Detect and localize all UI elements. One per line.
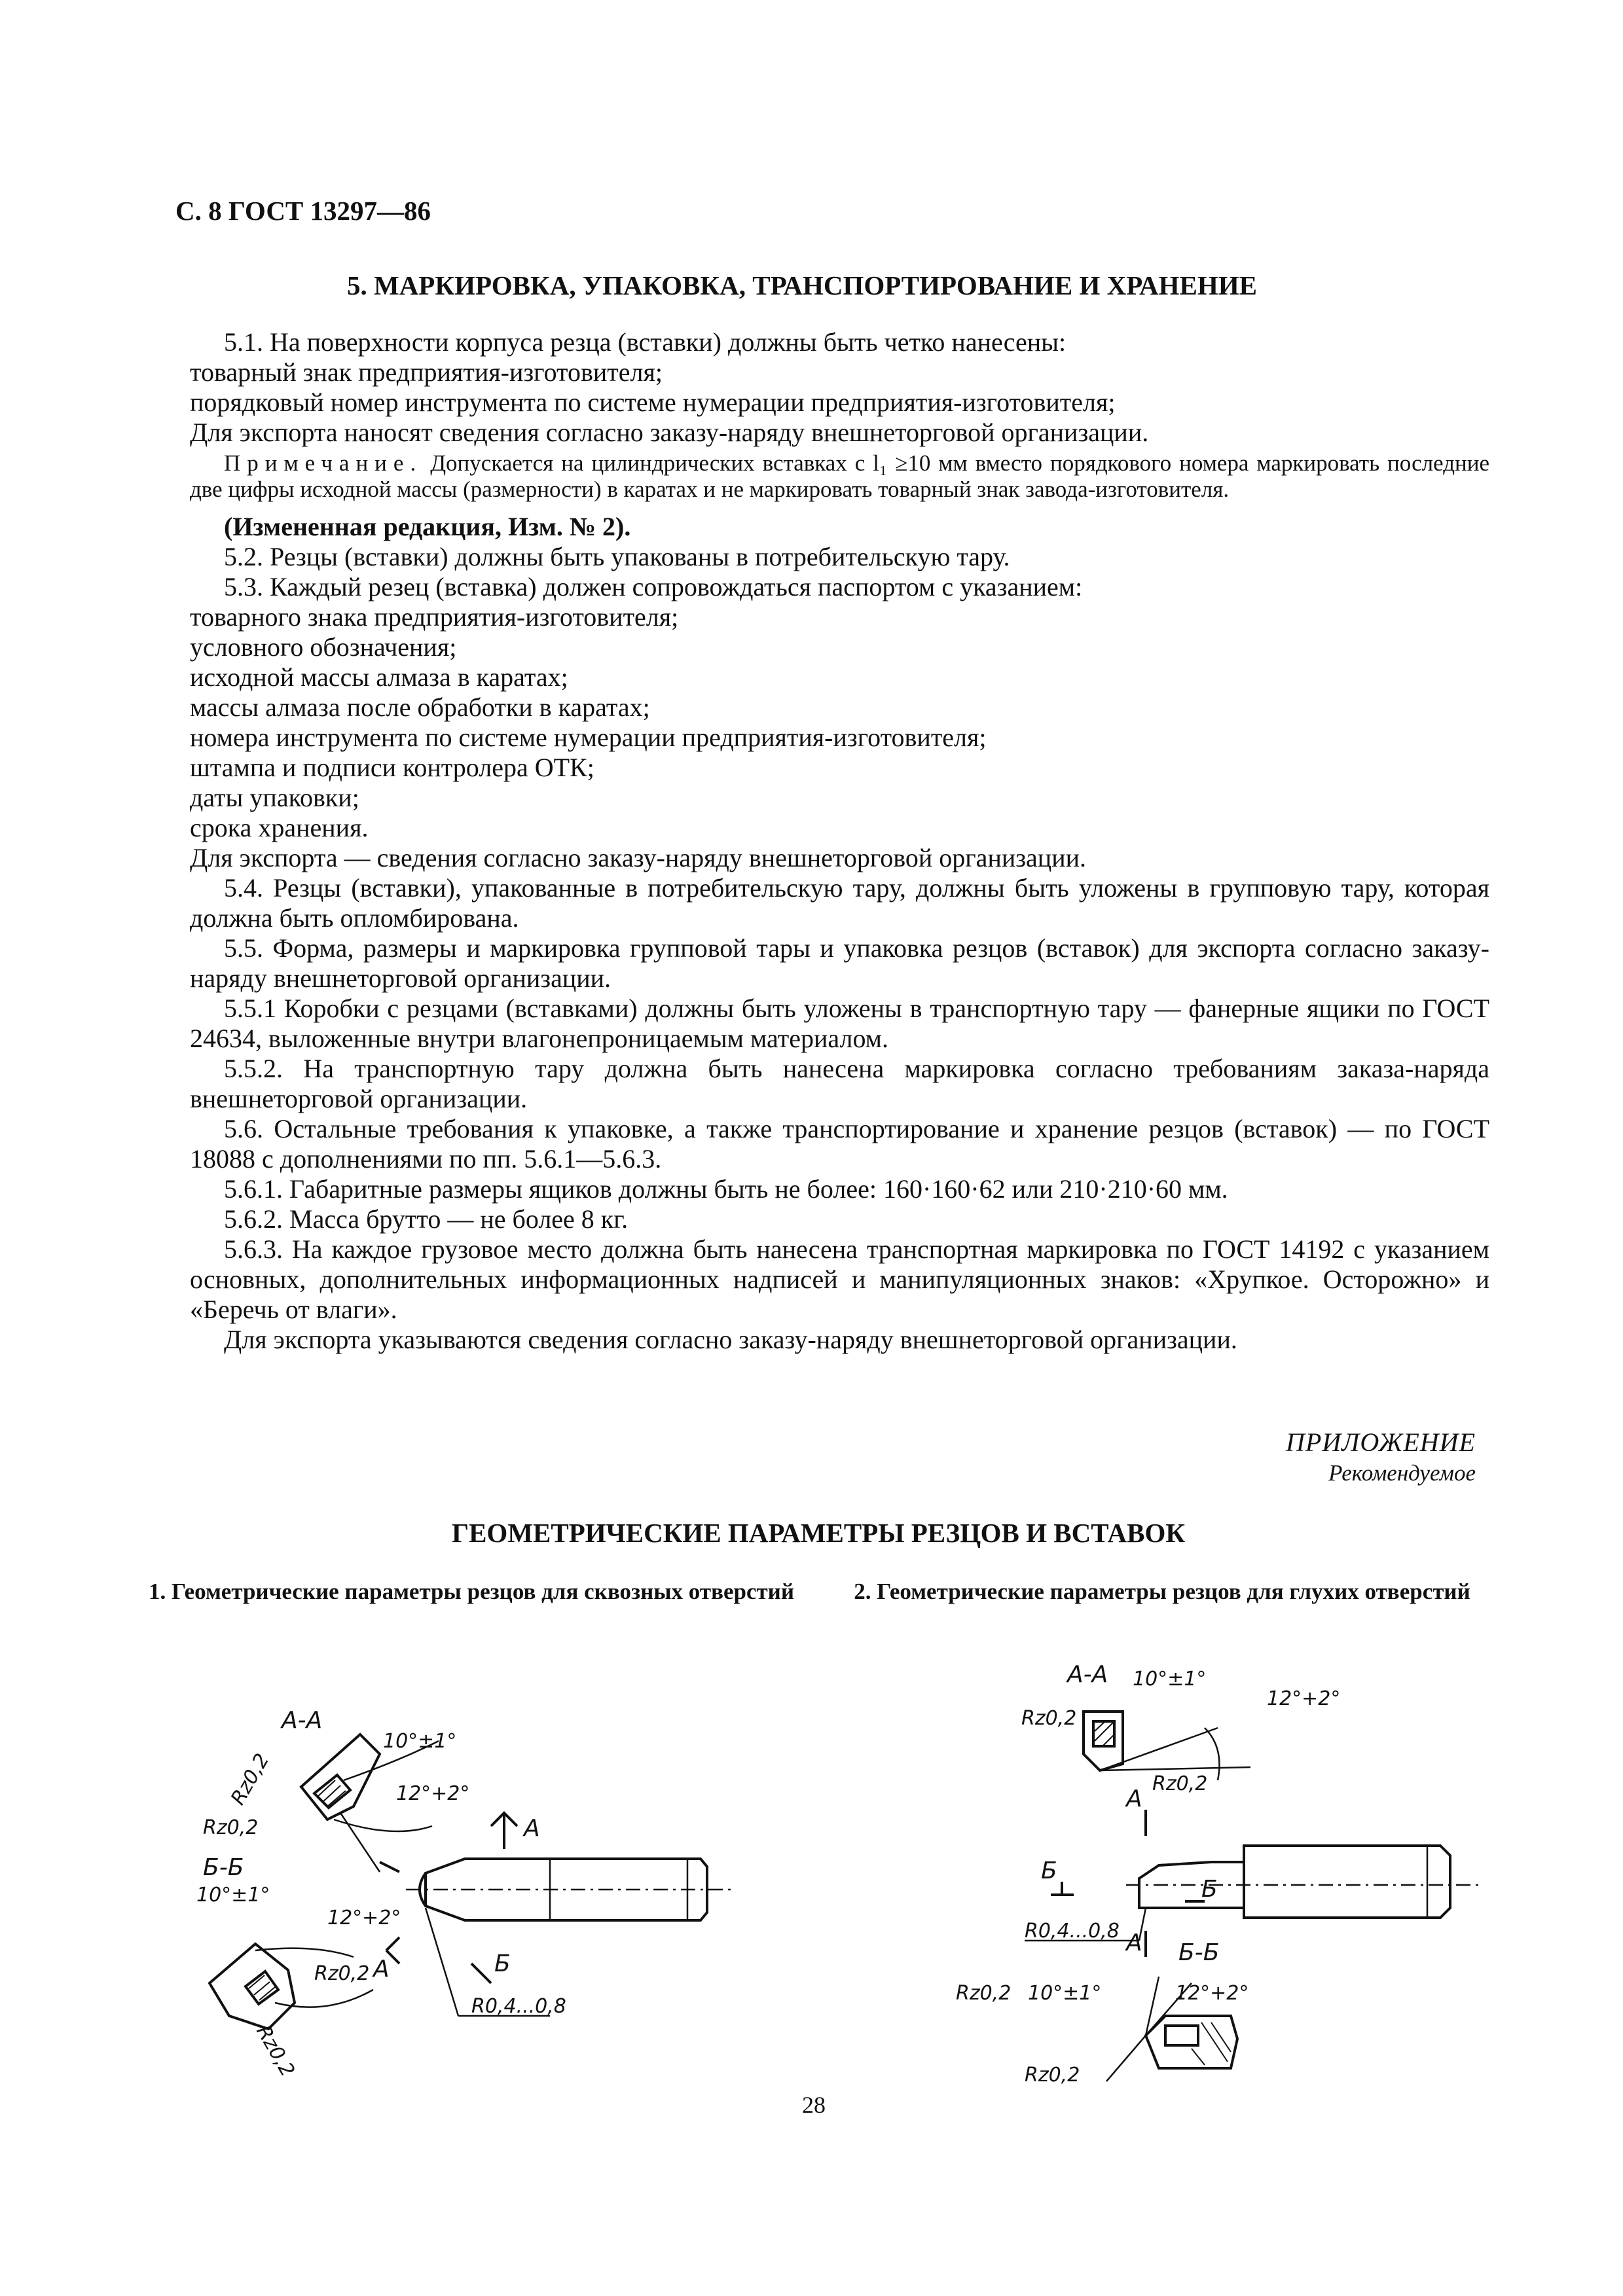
figure-1-drawing [183, 1662, 812, 2081]
label-mark-b: Б [494, 1950, 511, 1977]
label-angle-10: 10°±1° [1133, 1668, 1207, 1691]
label-angle-12b: 12°+2° [1175, 1982, 1249, 2005]
paragraph-export: Для экспорта указываются сведения согласно заказу-наряду внешнеторговой организации. [224, 1325, 1237, 1354]
list-item: штампа и подписи контролера ОТК; [190, 753, 594, 782]
label-rz-2: Rz0,2 [203, 1816, 259, 1839]
paragraph-5-5-2: 5.5.2. На транспортную тару должна быть нанесена маркировка согласно требованиям заказа-наряда внешнеторговой организации. [190, 1054, 1489, 1113]
list-item: Для экспорта — сведения согласно заказу-наряду внешнеторговой организации. [190, 843, 1087, 872]
paragraph-5-2: 5.2. Резцы (вставки) должны быть упакованы в потребительскую тару. [224, 542, 1010, 571]
revision-note: (Измененная редакция, Изм. № 2). [224, 512, 631, 541]
figure-1-caption: 1. Геометрические параметры резцов для сквозных отверстий [148, 1579, 794, 1604]
body-text [190, 327, 1489, 1355]
label-section-aa: А-А [282, 1707, 323, 1734]
label-rz-4: Rz0,2 [1025, 2064, 1080, 2087]
page-header: С. 8 ГОСТ 13297—86 [175, 196, 431, 226]
label-rz-2: Rz0,2 [1152, 1772, 1208, 1795]
label-rz-1: Rz0,2 [1021, 1707, 1077, 1730]
list-item: порядковый номер инструмента по системе нумерации предприятия-изготовителя; [190, 387, 1116, 417]
appendix-heading [1286, 1427, 1476, 1486]
note-text: Допускается на цилиндрических вставках с l₁ ≥10 мм вместо порядкового номера маркировать последние две цифры исходной массы (размерности) в каратах и не маркировать товарный знак завода-изготовителя. [190, 450, 1489, 502]
list-item: срока хранения. [190, 813, 369, 842]
section-title: 5. МАРКИРОВКА, УПАКОВКА, ТРАНСПОРТИРОВАНИЕ И ХРАНЕНИЕ [347, 270, 1258, 300]
label-mark-b2: Б [1201, 1876, 1218, 1903]
label-section-bb: Б-Б [1178, 1939, 1220, 1966]
note-label: Примечание. [224, 450, 423, 476]
label-rz-3: Rz0,2 [956, 1982, 1012, 2005]
label-rz-4: Rz0,2 [251, 2021, 299, 2081]
label-mark-a2: А [373, 1956, 390, 1982]
page-number: 28 [802, 2092, 826, 2118]
label-angle-10b: 10°±1° [196, 1884, 270, 1907]
paragraph-5-3: 5.3. Каждый резец (вставка) должен сопровождаться паспортом с указанием: [224, 572, 1083, 601]
list-item: товарного знака предприятия-изготовителя; [190, 602, 679, 632]
figure-2-drawing [943, 1649, 1532, 2094]
label-mark-a: А [524, 1815, 540, 1842]
label-radius: R0,4...0,8 [1025, 1920, 1120, 1943]
list-item: номера инструмента по системе нумерации предприятия-изготовителя; [190, 723, 987, 752]
paragraph-5-5-1: 5.5.1 Коробки с резцами (вставками) должны быть уложены в транспортную тару — фанерные ящики по ГОСТ 24634, выложенные внутри влагонепроницаемым материалом. [190, 994, 1489, 1053]
appendix-title: ГЕОМЕТРИЧЕСКИЕ ПАРАМЕТРЫ РЕЗЦОВ И ВСТАВОК [452, 1518, 1186, 1548]
section-b-b [210, 1944, 373, 2029]
list-item: массы алмаза после обработки в каратах; [190, 692, 650, 722]
paragraph-5-4: 5.4. Резцы (вставки), упакованные в потребительскую тару, должны быть уложены в групповую тару, которая должна быть опломбирована. [190, 873, 1489, 933]
tool-body [1126, 1846, 1480, 1918]
label-angle-12b: 12°+2° [327, 1907, 401, 1929]
label-angle-12: 12°+2° [396, 1782, 470, 1805]
label-mark-a: А [1126, 1785, 1142, 1812]
list-item: даты упаковки; [190, 783, 359, 812]
section-a-a [1084, 1712, 1250, 1780]
label-rz-3: Rz0,2 [314, 1962, 370, 1985]
tool-body [406, 1859, 733, 1920]
paragraph-5-6: 5.6. Остальные требования к упаковке, а также транспортирование и хранение резцов (вставок) — по ГОСТ 18088 с дополнениями по пп. 5.6.1—5.6.3. [190, 1114, 1489, 1174]
appendix-label: ПРИЛОЖЕНИЕ [1286, 1427, 1476, 1457]
paragraph-5-5: 5.5. Форма, размеры и маркировка групповой тары и упаковка резцов (вставок) для экспорта согласно заказу-наряду внешнеторговой организации. [190, 933, 1489, 993]
label-radius: R0,4...0,8 [471, 1995, 566, 2018]
list-item: товарный знак предприятия-изготовителя; [190, 357, 663, 387]
paragraph-5-6-1: 5.6.1. Габаритные размеры ящиков должны быть не более: 160·160·62 или 210·210·60 мм. [224, 1174, 1228, 1204]
note [190, 450, 1489, 503]
label-angle-10: 10°±1° [383, 1730, 457, 1753]
paragraph-5-6-3: 5.6.3. На каждое грузовое место должна быть нанесена транспортная маркировка по ГОСТ 14192 с указанием основных, дополнительных информационных надписей и манипуляционных знаков: «Хрупкое. Осторожно» и «Беречь от влаги». [190, 1234, 1489, 1324]
figure-2-caption: 2. Геометрические параметры резцов для глухих отверстий [854, 1579, 1470, 1604]
label-rz-1: Rz0,2 [226, 1749, 274, 1809]
label-mark-a2: А [1126, 1929, 1142, 1956]
label-section-aa: А-А [1067, 1661, 1108, 1688]
label-angle-10b: 10°±1° [1028, 1982, 1102, 2005]
paragraph-5-1: 5.1. На поверхности корпуса резца (вставки) должны быть четко нанесены: [224, 327, 1067, 357]
list-item: условного обозначения; [190, 632, 457, 662]
label-mark-b: Б [1041, 1857, 1057, 1884]
paragraph-5-6-2: 5.6.2. Масса брутто — не более 8 кг. [224, 1204, 629, 1234]
appendix-status: Рекомендуемое [1328, 1460, 1476, 1486]
list-item: Для экспорта наносят сведения согласно заказу-наряду внешнеторговой организации. [190, 418, 1149, 447]
list-item: исходной массы алмаза в каратах; [190, 662, 568, 692]
label-angle-12: 12°+2° [1267, 1687, 1341, 1710]
label-section-bb: Б-Б [203, 1854, 244, 1881]
